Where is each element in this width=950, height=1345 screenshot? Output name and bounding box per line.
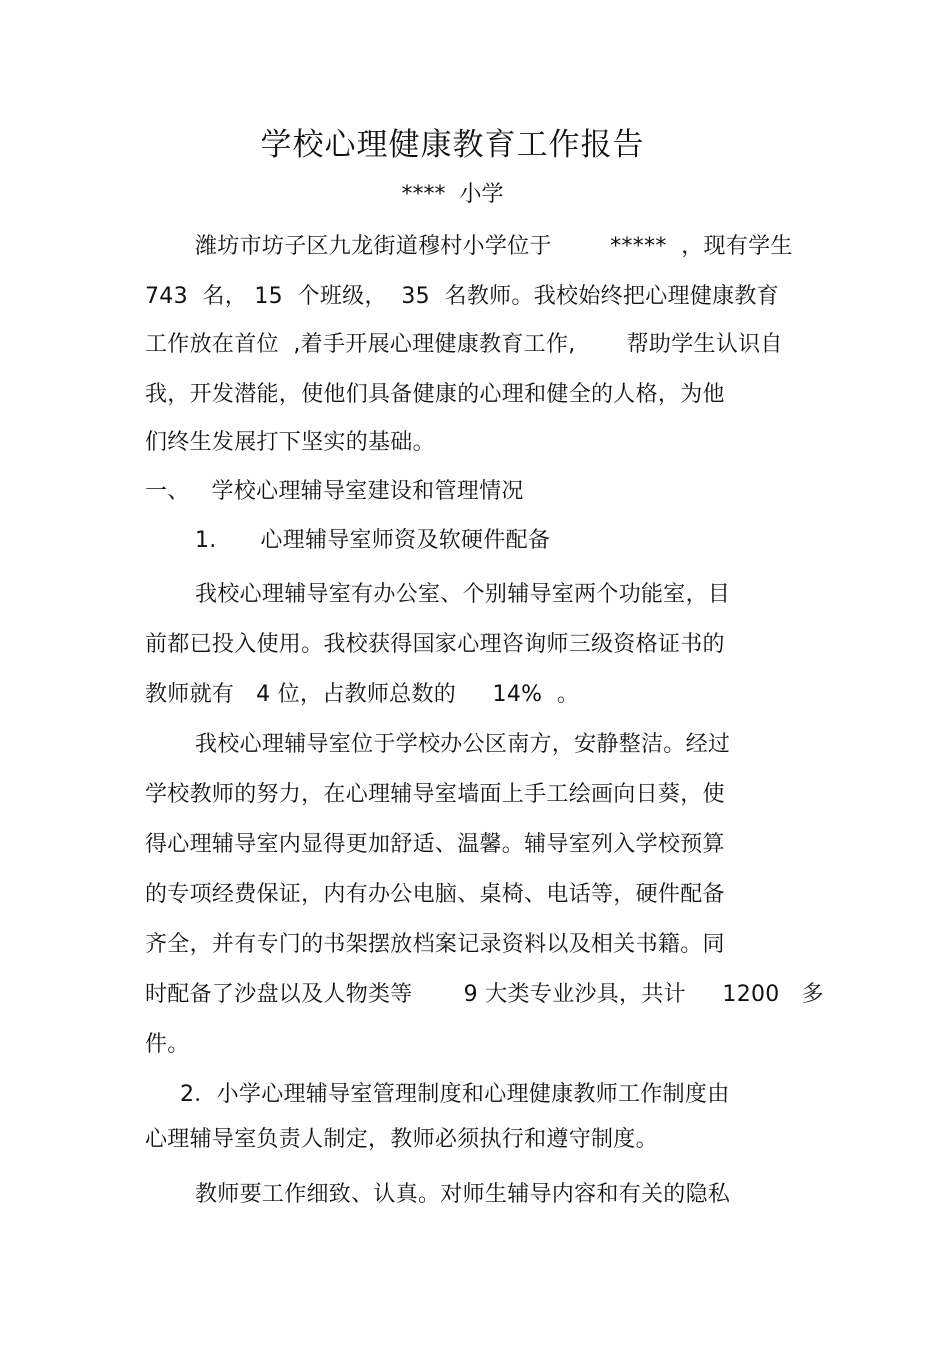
paragraph-line: 件。 [145,1032,190,1057]
paragraph-line: 齐全，并有专门的书架摆放档案记录资料以及相关书籍。同 [145,932,725,957]
paragraph-line: 潍坊市坊子区九龙街道穆村小学位于 ***** ，现有学生 [195,234,793,259]
paragraph-line: 我，开发潜能，使他们具备健康的心理和健全的人格，为他 [145,382,725,407]
document-subtitle: **** 小学 [401,182,504,207]
subsection-heading: 2．小学心理辅导室管理制度和心理健康教师工作制度由 [180,1082,730,1107]
paragraph-line: 得心理辅导室内显得更加舒适、温馨。辅导室列入学校预算 [145,832,725,857]
paragraph-line: 学校教师的努力，在心理辅导室墙面上手工绘画向日葵，使 [145,782,725,807]
paragraph-line: 教师就有 4 位，占教师总数的 14% 。 [145,682,580,707]
paragraph-line: 心理辅导室负责人制定，教师必须执行和遵守制度。 [145,1127,658,1152]
paragraph-line: 工作放在首位 ,着手开展心理健康教育工作, 帮助学生认识自 [145,332,783,357]
paragraph-line: 们终生发展打下坚实的基础。 [145,430,435,455]
paragraph-line: 前都已投入使用。我校获得国家心理咨询师三级资格证书的 [145,632,725,657]
paragraph-line: 我校心理辅导室位于学校办公区南方，安静整洁。经过 [195,732,731,757]
section-heading: 一、 学校心理辅导室建设和管理情况 [145,479,524,504]
document-title: 学校心理健康教育工作报告 [260,127,645,163]
subsection-heading: 1. 心理辅导室师资及软硬件配备 [195,528,551,553]
paragraph-line: 的专项经费保证，内有办公电脑、桌椅、电话等，硬件配备 [145,882,725,907]
paragraph-line: 时配备了沙盘以及人物类等 9 大类专业沙具，共计 1200 多 [145,982,824,1007]
paragraph-line: 我校心理辅导室有办公室、个别辅导室两个功能室，目 [195,582,731,607]
paragraph-line: 教师要工作细致、认真。对师生辅导内容和有关的隐私 [195,1182,731,1207]
paragraph-line: 743 名， 15 个班级， 35 名教师。我校始终把心理健康教育 [145,284,780,309]
